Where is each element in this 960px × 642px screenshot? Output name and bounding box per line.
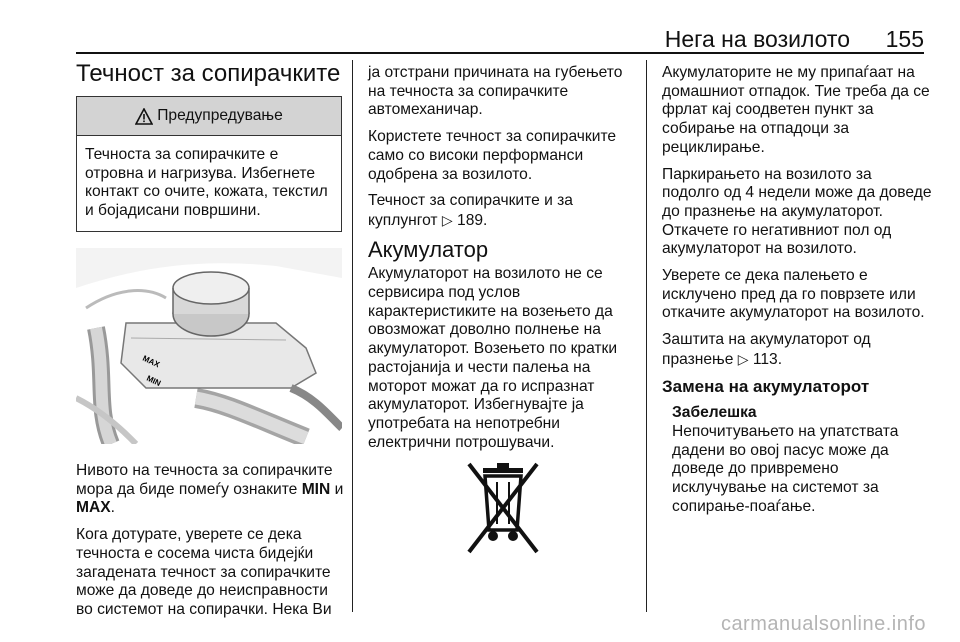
running-header-title: Нега на возилото (664, 26, 850, 52)
middle-column-text (368, 64, 638, 556)
brake-fluid-reservoir-figure (76, 248, 342, 444)
page-number: 155 (885, 26, 924, 52)
warning-title: Предупредување (157, 107, 283, 124)
header-rule (76, 52, 924, 54)
left-column-text (76, 462, 348, 628)
warning-triangle-icon (135, 108, 153, 125)
warning-header (77, 97, 341, 136)
column-divider-1 (352, 60, 353, 612)
reservoir-min-mark: MIN (145, 373, 163, 389)
battery-heading: Акумулатор (368, 236, 489, 262)
column-divider-2 (646, 60, 647, 612)
cause-paragraph: ја отстрани причината на губењето на течноста за сопирачките автомеханичар. (368, 64, 623, 119)
warning-box (76, 96, 342, 232)
disposal-paragraph: Акумулаторите не му припаѓаат на домашниот отпадок. Тие треба да се фрлат кај соодветен пункт за собирање на отпадоци за рециклирање. (662, 64, 930, 156)
max-label: MAX (76, 499, 111, 517)
page-ref-arrow-icon[interactable]: ▷ (441, 211, 453, 228)
fluid-level-paragraph (76, 462, 348, 518)
note-body: Непочитувањето на упатствата дадени во овој пасус може да доведе до привремено исклучување на системот за сопирање-поаѓање. (672, 422, 899, 515)
fluid-level-text: Нивото на течноста за сопирачките мора да биде помеѓу ознаките (76, 462, 333, 498)
fluid-level-end: . (110, 499, 115, 517)
clutch-fluid-ref-page[interactable]: 189. (457, 211, 488, 229)
warning-text: Течноста за сопирачките е отровна и нагризува. Избегнете контакт со очите, кожата, текстил и бојадисани површини. (85, 146, 328, 220)
section-title: Течност за сопирачките (76, 60, 341, 87)
clutch-fluid-text: Течност за сопирачките и за куплунгот (368, 192, 573, 229)
clutch-fluid-reference (368, 192, 638, 230)
right-column-text (662, 64, 932, 516)
page-ref-arrow-icon[interactable]: ▷ (737, 350, 749, 367)
topping-up-paragraph: Кога дотурате, уверете се дека течноста е сосема чиста бидејќи загадената течност за сопирачките може да доведе до неисправности во системот на сопирачки. Нека Ви (76, 526, 332, 618)
min-label: MIN (301, 480, 331, 498)
fluid-level-and: и (330, 480, 344, 498)
note-block (672, 404, 932, 516)
battery-replacement-heading: Замена на акумулаторот (662, 376, 870, 396)
discharge-protection-reference (662, 331, 932, 369)
crossed-bin-icon (463, 460, 543, 556)
ignition-paragraph: Уверете се дека палењето е исклучено пред да го поврзете или откачите акумулаторот на возилото. (662, 267, 925, 322)
discharge-protection-ref-page[interactable]: 113. (752, 350, 783, 368)
watermark: carmanualsonline.info (720, 613, 926, 635)
discharge-protection-text: Заштита на акумулаторот од празнење (662, 331, 871, 368)
note-title: Забелешка (672, 404, 757, 422)
high-performance-paragraph: Користете течност за сопирачките само со високи перформанси одобрена за возилото. (368, 128, 617, 183)
reservoir-max-mark: MAX (141, 353, 162, 370)
battery-paragraph: Акумулаторот на возилото не се сервисира под услов карактеристиките на возењето да овозможат доволно полнење на акумулаторот. Возењето по кратки растојанија и чести палења на моторот можат да го испразнат акумулаторот. Избегнувајте ја употребата на непотребни електрични потрошувачи. (368, 265, 618, 451)
parking-paragraph: Паркирањето на возилото за подолго од 4 недели може да доведе до празнење на акумулаторот. Откачете го негативниот пол од акумулаторот на возилото. (662, 165, 932, 258)
